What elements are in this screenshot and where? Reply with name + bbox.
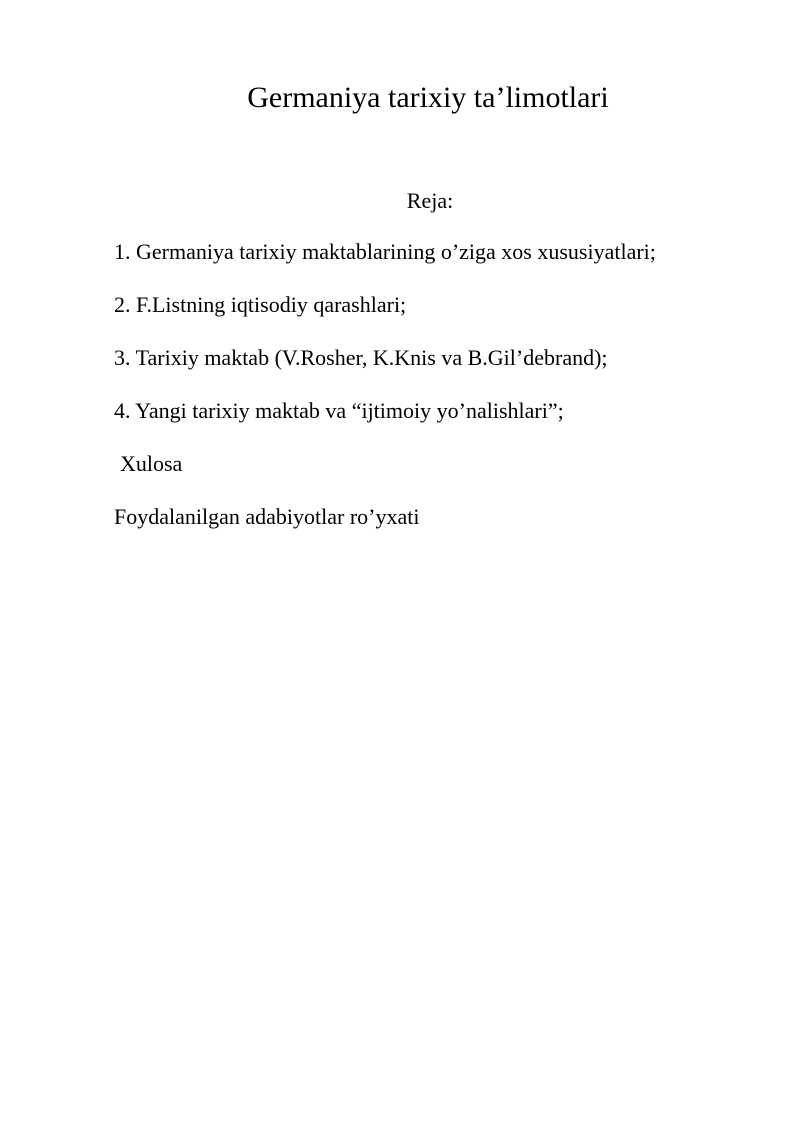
plan-list bbox=[114, 237, 774, 555]
plan-item-1: 1. Germaniya tarixiy maktablarining o’ziga xos xususiyatlari; bbox=[114, 239, 656, 264]
plan-heading: Reja: bbox=[406, 188, 454, 213]
plan-item-2: 2. F.Listning iqtisodiy qarashlari; bbox=[114, 292, 407, 317]
plan-item-references: Foydalanilgan adabiyotlar ro’yxati bbox=[114, 504, 420, 529]
plan-item-4: 4. Yangi tarixiy maktab va “ijtimoiy yo’nalishlari”; bbox=[114, 398, 564, 423]
plan-item-conclusion: Xulosa bbox=[120, 451, 183, 476]
document-title: Germaniya tarixiy ta’limotlari bbox=[247, 81, 609, 114]
plan-item-3: 3. Tarixiy maktab (V.Rosher, K.Knis va B.Gil’debrand); bbox=[114, 345, 608, 370]
